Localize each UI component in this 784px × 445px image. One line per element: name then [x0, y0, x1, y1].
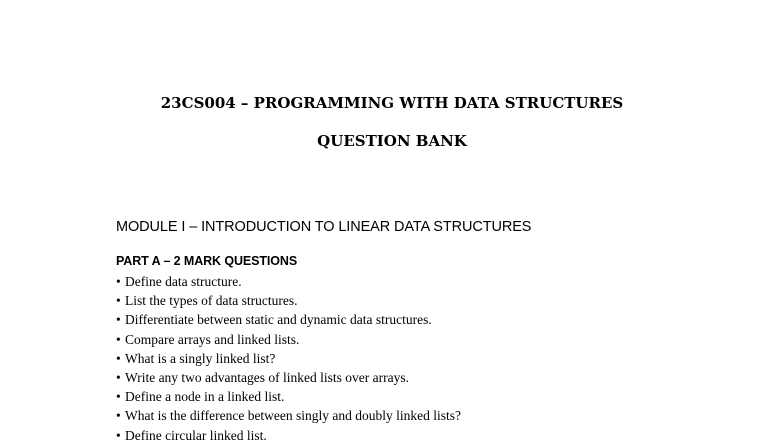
- question-text: What is a singly linked list?: [125, 350, 276, 366]
- bullet-icon: •: [116, 274, 121, 289]
- question-item: [116, 387, 461, 406]
- question-list: [116, 272, 461, 445]
- bullet-icon: •: [116, 408, 121, 424]
- module-heading: MODULE I – INTRODUCTION TO LINEAR DATA STRUCTURES: [116, 219, 532, 235]
- course-title: 23CS004 – PROGRAMMING WITH DATA STRUCTURES: [160, 94, 624, 112]
- question-text: Differentiate between static and dynamic data structures.: [125, 312, 432, 328]
- bullet-icon: •: [116, 331, 121, 347]
- question-item: [116, 406, 461, 425]
- question-item: [116, 291, 461, 310]
- question-text: List the types of data structures.: [125, 293, 298, 309]
- question-item: [116, 310, 461, 329]
- bullet-icon: •: [116, 389, 121, 405]
- question-text: Define data structure.: [125, 274, 242, 289]
- question-text: Compare arrays and linked lists.: [125, 331, 300, 347]
- question-text: Define circular linked list.: [125, 427, 267, 443]
- question-text: What is the difference between singly and doubly linked lists?: [125, 408, 462, 424]
- question-item: [116, 349, 461, 368]
- bullet-icon: •: [116, 312, 121, 328]
- part-heading: PART A – 2 MARK QUESTIONS: [116, 254, 298, 268]
- bullet-icon: •: [116, 293, 121, 309]
- question-item: [116, 426, 461, 445]
- question-item: [116, 330, 461, 349]
- bullet-icon: •: [116, 350, 121, 366]
- question-text: Write any two advantages of linked lists over arrays.: [125, 369, 409, 385]
- question-item: [116, 368, 461, 387]
- question-item: [116, 272, 461, 291]
- question-text: Define a node in a linked list.: [125, 389, 285, 405]
- bullet-icon: •: [116, 427, 121, 443]
- question-bank-title: QUESTION BANK: [317, 132, 467, 150]
- bullet-icon: •: [116, 369, 121, 385]
